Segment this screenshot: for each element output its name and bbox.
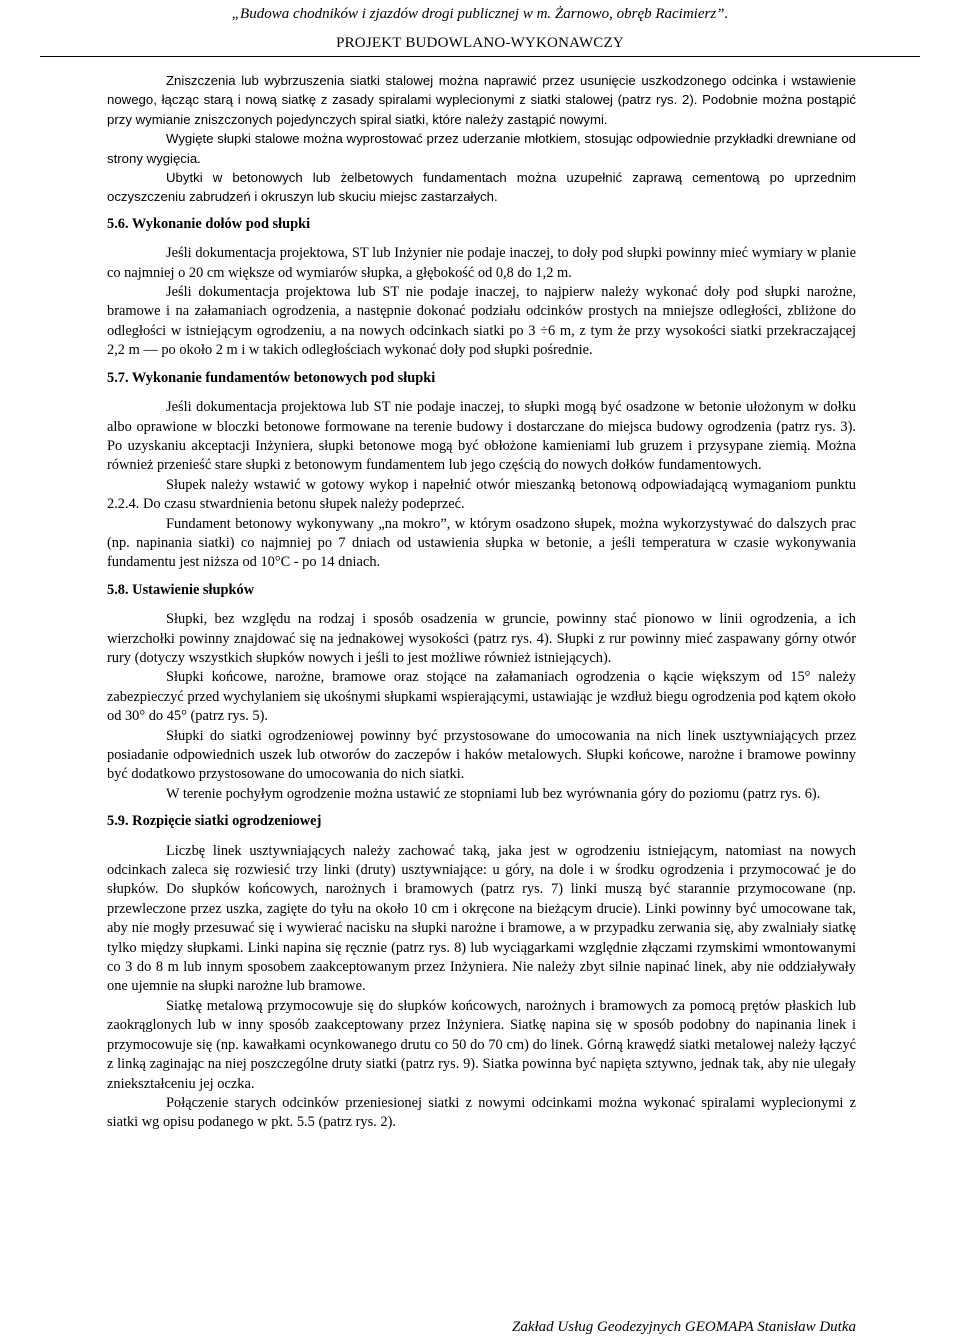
paragraph-concrete-setting: Jeśli dokumentacja projektowa lub ST nie podaje inaczej, to słupki mogą być osadzone w betonie ułożonym w dołku albo oprawione w bloczki betonowe formowane na terenie budowy i dostarczane do miejsca budowy ogrodzenia (patrz rys. 3). Po uzyskaniu akceptacji Inżyniera, słupki betonowe mogą być obłożone kamieniami lub gruzem i przysypane ziemią. Można również przenieść stare słupki z betonowym fundamentem lub jego częścią do nowych dołków fundamentowych. [107,399,856,474]
paragraph-post-insertion: Słupek należy wstawić w gotowy wykop i napełnić otwór mieszanką betonową odpowiadającą wymaganiom punktu 2.2.4. Do czasu stwardnienia betonu słupek należy podeprzeć. [107,476,856,513]
section-heading-5-9: 5.9. Rozpięcie siatki ogrodzeniowej [107,813,322,830]
paragraph-sloped-terrain: W terenie pochyłym ogrodzenie można ustawić ze stopniami lub bez wyrównania góry do poziomu (patrz rys. 6). [166,785,821,802]
paragraph-pit-order: Jeśli dokumentacja projektowa lub ST nie podaje inaczej, to najpierw należy wykonać doły pod słupki narożne, bramowe i na załamaniach ogrodzenia, a następnie dokonać podziału odcinków prostych na mniejsze odległości, zbliżone do odległości w istniejącym ogrodzeniu, a na nowych odcinkach siatki po 3 ÷6 m, z tym że przy wysokości siatki przekraczającej 2,2 m — po około 2 m i w takich odległościach wykonać doły pod słupki pośrednie. [107,284,856,359]
document-title: „Budowa chodników i zjazdów drogi publicznej w m. Żarnowo, obręb Racimierz”. [231,6,729,22]
paragraph-corner-posts: Słupki końcowe, narożne, bramowe oraz stojące na załamaniach ogrodzenia o kącie większym od 15° należy zabezpieczyć przed wychylaniem się ukośnymi słupkami wspierającymi, ustawiając je wzdłuż biegu ogrodzenia pod kątem około od 30° do 45° (patrz rys. 5). [107,669,856,725]
paragraph-foundation-repair: Ubytki w betonowych lub żelbetowych fundamentach można uzupełnić zaprawą cementową po uprzednim oczyszczeniu zabrudzeń i okruszyn lub skuciu miejsc zastarzałych. [107,170,856,205]
page-footer: Zakład Usług Geodezyjnych GEOMAPA Stanisław Dutka [512,1319,856,1335]
section-heading-5-7: 5.7. Wykonanie fundamentów betonowych pod słupki [107,369,436,386]
paragraph-mesh-fixing: Siatkę metalową przymocowuje się do słupków końcowych, narożnych i bramowych za pomocą prętów płaskich lub zaokrąglonych lub w inny sposób zaakceptowany przez Inżyniera. Siatkę napina się w sposób podobny do napinania linek i przymocowuje się (np. kawałkami ocynkowanego drutu co 50 do 70 cm) do linek. Górną krawędź siatki metalowej należy łączyć z linką zaginając na niej poszczególne druty siatki (patrz rys. 9). Siatka powinna być napięta sztywno, jednak tak, aby nie ulegały zniekształceniu jej oczka. [107,997,856,1092]
paragraph-pit-dimensions: Jeśli dokumentacja projektowa, ST lub Inżynier nie podaje inaczej, to doły pod słupki powinny mieć wymiary w planie co najmniej o 20 cm większe od wymiarów słupka, a głębokość od 0,8 do 1,2 m. [107,245,856,281]
paragraph-tension-wires: Liczbę linek usztywniających należy zachować taką, jaka jest w ogrodzeniu istniejącym, natomiast na nowych odcinkach zaleca się rozwiesić trzy linki (druty) usztywniające: u góry, na dole i w środku ogrodzenia i przymocować je do słupków. Do słupków końcowych, narożnych i bramowych (patrz rys. 7) linki muszą być starannie przymocowane (np. przewleczone przez uszka, zagięte do tyłu na około 10 cm i okręcone na bieżącym drucie). Linki powinny być umocowane tak, aby nie mogły przesuwać się i wywierać nacisku na słupki narożne i bramowe, a w przypadku zerwania się, aby zwalniały siatkę tylko między słupkami. Linki napina się ręcznie (patrz rys. 8) lub wyciągarkami względnie złączami rzymskimi wmontowanymi co 3 do 8 m lub innym sposobem zaakceptowanym przez Inżyniera. Nie należy zbyt silnie napinać linek, aby nie oddziaływały one ujemnie na słupki narożne lub bramowe. [107,842,856,995]
paragraph-vertical-posts: Słupki, bez względu na rodzaj i sposób osadzenia w gruncie, powinny stać pionowo w linii ogrodzenia, a ich wierzchołki powinny znajdować się na jednakowej wysokości (patrz rys. 4). Słupki z rur powinny mieć zaspawany górny otwór rury (dotyczy wszystkich słupków nowych i jeśli to jest możliwe również istniejących). [107,611,856,666]
paragraph-post-fittings: Słupki do siatki ogrodzeniowej powinny być przystosowane do umocowania na nich linek usztywniających przez posiadanie odpowiednich uszek lub otworów do zaczepów i haków metalowych. Słupki końcowe, narożne i bramowe powinny być dodatkowo przystosowane do umocowania do nich siatki. [107,727,856,783]
section-heading-5-6: 5.6. Wykonanie dołów pod słupki [107,215,311,232]
paragraph-mesh-repair: Zniszczenia lub wybrzuszenia siatki stalowej można naprawić przez usunięcie uszkodzonego odcinka i wstawienie nowego, łącząc starą i nową siatkę z zasady spiralami wyplecionymi z siatki stalowej (patrz rys. 2). Podobnie można postąpić przy wymianie zniszczonych pojedynczych spiral siatki, które należy zastąpić nowymi. [107,73,856,127]
paragraph-wet-foundation: Fundament betonowy wykonywany „na mokro”, w którym osadzono słupek, można wykorzystywać do dalszych prac (np. napinania siatki) co najmniej po 7 dniach od ustawienia słupka w betonie, a jeśli temperatura w czasie wykonywania fundamentu jest niższa od 10°C - po 14 dniach. [107,515,856,571]
paragraph-mesh-joining: Połączenie starych odcinków przeniesionej siatki z nowymi odcinkami można wykonać spiralami wyplecionymi z siatki wg opisu podanego w pkt. 5.5 (patrz rys. 2). [107,1094,856,1131]
paragraph-bent-posts: Wygięte słupki stalowe można wyprostować przez uderzanie młotkiem, stosując odpowiednie przykładki drewniane od strony wygięcia. [107,131,856,166]
page-header [0,4,960,54]
document-subtitle: PROJEKT BUDOWLANO-WYKONAWCZY [336,35,624,51]
header-divider [40,56,920,57]
section-heading-5-8: 5.8. Ustawienie słupków [107,581,255,598]
document-body [107,71,856,1133]
